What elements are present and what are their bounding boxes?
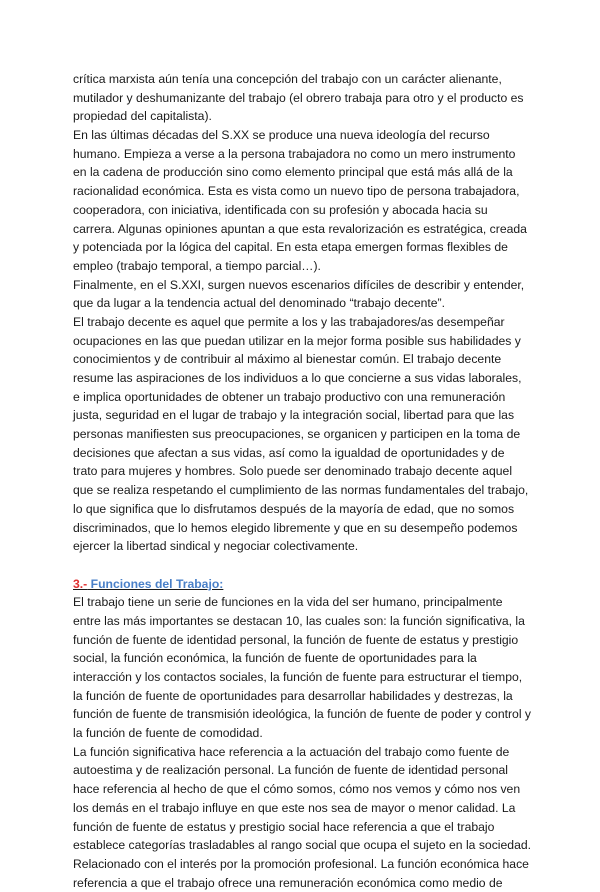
paragraph-block-2 xyxy=(73,593,533,892)
text-line: lo que significa que lo disfrutamos después de la mayoría de edad, que no somos xyxy=(73,501,515,516)
text-line: La función significativa hace referencia a la actuación del trabajo como fuente de xyxy=(73,744,510,759)
section-heading xyxy=(73,575,533,594)
text-line: decisiones que afectan a sus vidas, así como la igualdad de oportunidades y de xyxy=(73,445,505,460)
text-line: que da lugar a la tendencia actual del denominado “trabajo decente”. xyxy=(73,296,445,311)
text-line: entre las más importantes se destacan 10, las cuales son: la función significativa, la xyxy=(73,613,525,628)
paragraph-block-1 xyxy=(73,70,533,556)
text-line: discriminados, que lo hemos elegido libremente y que en su desempeño podemos xyxy=(73,520,518,535)
text-line: conocimientos y de contribuir al máximo al bienestar común. El trabajo decente xyxy=(73,352,502,367)
text-line: función de fuente de estatus y prestigio social hace referencia a que el trabajo xyxy=(73,819,495,834)
section-number: 3.- xyxy=(73,576,88,591)
text-line: en la cadena de producción sino como elemento principal que está más allá de la xyxy=(73,165,513,180)
text-line: hace referencia al hecho de que el cómo somos, cómo nos vemos y cómo nos ven xyxy=(73,782,521,797)
section-title: Funciones del Trabajo: xyxy=(87,576,224,591)
text-line: función de fuente de transmisión ideológica, la función de fuente de poder y control y xyxy=(73,707,532,722)
text-line: interacción y los contactos sociales, la función de fuente para estructurar el tiempo, xyxy=(73,670,523,684)
text-line: personas manifiesten sus preocupaciones, se organicen y participen en la toma de xyxy=(73,427,521,442)
text-line: la función de fuente de oportunidades para desarrollar habilidades y destrezas, la xyxy=(73,688,513,703)
text-line: empleo (trabajo temporal, a tiempo parcial…). xyxy=(73,258,321,273)
text-line: El trabajo decente es aquel que permite a los y las trabajadores/as desempeñar xyxy=(73,314,505,329)
text-line: ocupaciones en las que puedan utilizar en la mejor forma posible sus habilidades y xyxy=(73,333,521,348)
text-line: trato para mujeres y hombres. Solo puede ser denominado trabajo decente aquel xyxy=(73,464,513,479)
text-line: propiedad del capitalista). xyxy=(73,109,212,124)
document-page xyxy=(73,70,533,892)
text-line: e implica oportunidades de obtener un trabajo productivo con una remuneración xyxy=(73,389,506,404)
text-line: humano. Empieza a verse a la persona trabajadora no como un mero instrumento xyxy=(73,146,516,161)
text-line: función de fuente de identidad personal, la función de fuente de estatus y prestigio xyxy=(73,632,519,647)
text-line: carrera. Algunas opiniones apuntan a que esta revalorización es estratégica, creada xyxy=(73,221,527,236)
text-line: racionalidad económica. Esta es vista como un nuevo tipo de persona trabajadora, xyxy=(73,184,520,199)
text-line: Finalmente, en el S.XXI, surgen nuevos escenarios difíciles de describir y entender, xyxy=(73,277,525,292)
text-line: crítica marxista aún tenía una concepción del trabajo con un carácter alienante, xyxy=(73,72,502,86)
text-line: mutilador y deshumanizante del trabajo (el obrero trabaja para otro y el producto es xyxy=(73,90,524,105)
text-line: cooperadora, con iniciativa, identificada con su profesión y abocada hacia su xyxy=(73,202,488,217)
text-line: resume las aspiraciones de los individuos a lo que concierne a sus vidas laborales, xyxy=(73,371,522,385)
text-line: y potenciada por la lógica del capital. En esta etapa emergen formas flexibles de xyxy=(73,240,508,255)
text-line: referencia a que el trabajo ofrece una remuneración económica como medio de xyxy=(73,875,503,890)
text-line: justa, seguridad en el lugar de trabajo y la integración social, libertad para que las xyxy=(73,408,515,423)
text-line: Relacionado con el interés por la promoción profesional. La función económica hace xyxy=(73,856,529,871)
text-line: autoestima y de realización personal. La función de fuente de identidad personal xyxy=(73,763,508,778)
paragraph-gap xyxy=(73,556,533,575)
text-line: ejercer la libertad sindical y negociar colectivamente. xyxy=(73,539,359,554)
text-line: establece categorías trasladables al rango social que ocupa el sujeto en la sociedad. xyxy=(73,838,532,853)
text-line: que se realiza respetando el cumplimiento de las normas fundamentales del trabajo, xyxy=(73,483,529,498)
text-line: social, la función económica, la función de fuente de oportunidades para la xyxy=(73,651,477,666)
text-line: los demás en el trabajo influye en que este nos sea de mayor o menor calidad. La xyxy=(73,800,516,815)
text-line: En las últimas décadas del S.XX se produce una nueva ideología del recurso xyxy=(73,128,490,143)
text-line: El trabajo tiene un serie de funciones en la vida del ser humano, principalmente xyxy=(73,595,503,610)
text-line: la función de fuente de comodidad. xyxy=(73,726,263,741)
